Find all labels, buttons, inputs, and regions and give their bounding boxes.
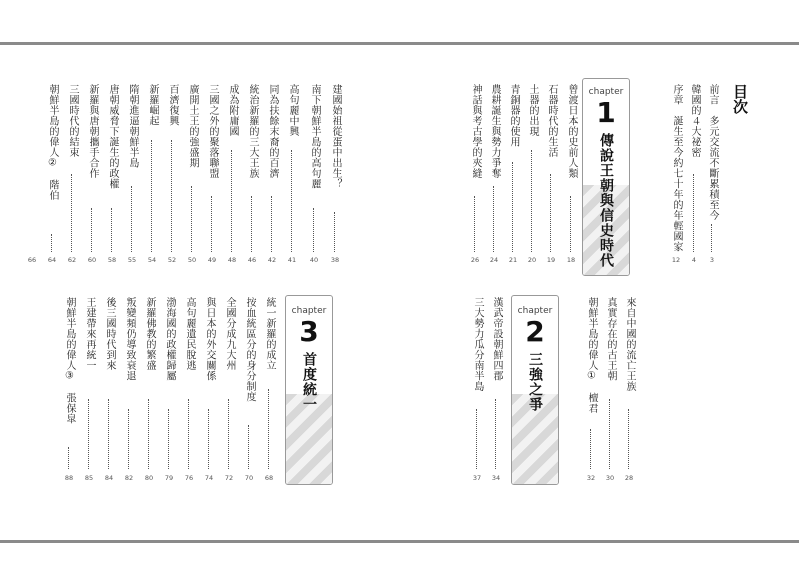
entry-title: 廣開土王的強盛期 (187, 84, 198, 168)
dot-leader (711, 224, 712, 252)
toc-entry (86, 84, 98, 272)
entry-title: 唐朝威脅下誕生的政權 (107, 84, 118, 189)
entry-page: 74 (204, 474, 214, 482)
entry-page: 52 (167, 256, 177, 264)
chapter-number: 2 (525, 315, 545, 348)
dot-leader (188, 399, 189, 469)
entry-title: 南下朝鮮半島的高句麗 (309, 84, 320, 189)
dot-leader (148, 399, 149, 469)
entry-page: 20 (527, 256, 537, 264)
chapter-title: 傳說王朝與信史時代 (598, 133, 614, 268)
entry-title: 新羅佛教的繁盛 (144, 297, 155, 371)
entry-page: 62 (67, 256, 77, 264)
chapter-title: 首度統一 (301, 352, 317, 412)
entry-page: 49 (207, 256, 217, 264)
toc-entry (490, 297, 502, 485)
entry-page: 12 (671, 256, 681, 264)
entry-page: 32 (586, 474, 596, 482)
toc-entry (103, 297, 115, 485)
dot-leader (71, 174, 72, 252)
toc-entry (469, 84, 481, 272)
toc-entry (604, 297, 616, 485)
entry-page: 30 (605, 474, 615, 482)
entry-title: 朝鮮半島的偉人② 階伯 (47, 84, 58, 201)
entry-page: 48 (227, 256, 237, 264)
entry-page: 84 (104, 474, 114, 482)
toc-entry (186, 84, 198, 272)
dot-leader (168, 409, 169, 469)
entry-title: 真實存在的古王朝 (605, 297, 616, 381)
entry-page: 60 (87, 256, 97, 264)
toc-entry (206, 84, 218, 272)
entry-page: 76 (184, 474, 194, 482)
toc-entry (688, 84, 700, 272)
dot-leader (248, 425, 249, 469)
entry-page: 19 (546, 256, 556, 264)
toc-entry (183, 297, 195, 485)
entry-page: 37 (472, 474, 482, 482)
toc-entry (488, 84, 500, 272)
dot-leader (251, 196, 252, 252)
entry-title: 全國分成九大州 (224, 297, 235, 371)
dot-leader (268, 389, 269, 469)
entry-page: 3 (709, 256, 715, 264)
toc-entry (623, 297, 635, 485)
dot-leader (128, 409, 129, 469)
entry-title: 三國時代的結束 (67, 84, 78, 158)
entry-page: 80 (144, 474, 154, 482)
dot-leader (271, 196, 272, 252)
entry-page: 82 (124, 474, 134, 482)
dot-leader (512, 162, 513, 252)
entry-title: 渤海國的政權歸屬 (164, 297, 175, 381)
dot-leader (474, 196, 475, 252)
chapter-number: 1 (596, 96, 616, 129)
toc-entry (670, 84, 682, 272)
toc-entry (143, 297, 155, 485)
toc-entry (526, 84, 538, 272)
entry-title: 與日本的外交關係 (204, 297, 215, 381)
entry-title: 石器時代的生活 (546, 84, 557, 158)
chapter-title: 三強之爭 (527, 352, 543, 412)
toc-entry (83, 297, 95, 485)
chapter-1-box (582, 78, 630, 276)
chapter-number: 3 (299, 315, 319, 348)
dot-leader (550, 174, 551, 252)
toc-entry (545, 84, 557, 272)
dot-leader (51, 234, 52, 252)
dot-leader (590, 429, 591, 469)
entry-title: 叛變頻仍導致衰退 (124, 297, 135, 381)
entry-page: 34 (491, 474, 501, 482)
entry-page: 54 (147, 256, 157, 264)
toc-entry (507, 84, 519, 272)
entry-page: 24 (489, 256, 499, 264)
entry-page: 4 (691, 256, 697, 264)
entry-title: 高句麗中興 (287, 84, 298, 137)
entry-title: 建國始祖從蛋中出生？ (330, 84, 341, 189)
entry-title: 後三國時代到來 (104, 297, 115, 371)
dot-leader (493, 186, 494, 252)
dot-leader (291, 150, 292, 252)
entry-title: 農耕誕生與勢力爭奪 (489, 84, 500, 179)
toc-entry (585, 297, 597, 485)
entry-title: 按血統區分的身分制度 (244, 297, 255, 402)
dot-leader (476, 409, 477, 469)
dot-leader (208, 409, 209, 469)
toc-entry (266, 84, 278, 272)
entry-title: 新羅崛起 (147, 84, 158, 126)
toc-entry (146, 84, 158, 272)
dot-leader (131, 186, 132, 252)
entry-page: 79 (164, 474, 174, 482)
entry-page: 72 (224, 474, 234, 482)
entry-page: 28 (624, 474, 634, 482)
chapter-2-box (511, 295, 559, 485)
toc-entry (286, 84, 298, 272)
entry-page: 85 (84, 474, 94, 482)
dot-leader (531, 150, 532, 252)
toc-entry (263, 297, 275, 485)
toc-entry (166, 84, 178, 272)
chapter-label: chapter (588, 87, 624, 97)
dot-leader (88, 399, 89, 469)
dot-leader (108, 399, 109, 469)
entry-title: 新羅與唐朝攜手合作 (87, 84, 98, 179)
entry-title: 統一新羅的成立 (264, 297, 275, 371)
dot-leader (151, 140, 152, 252)
entry-page: 64 (47, 256, 57, 264)
dot-leader (228, 399, 229, 469)
entry-title: 三國之外的聚落聯盟 (207, 84, 218, 179)
entry-title: 青銅器的使用 (508, 84, 519, 147)
bottom-rule (0, 540, 799, 543)
toc-entry (66, 84, 78, 272)
toc-entry (308, 84, 320, 272)
toc-entry (226, 84, 238, 272)
toc-entry (706, 84, 718, 272)
chapter-label: chapter (291, 306, 327, 316)
dot-leader (628, 409, 629, 469)
toc-entry (471, 297, 483, 485)
entry-title: 朝鮮半島的偉人① 檀君 (586, 297, 597, 414)
entry-page: 40 (309, 256, 319, 264)
entry-title: 隋朝進逼朝鮮半島 (127, 84, 138, 168)
toc-entry (163, 297, 175, 485)
entry-title: 高句麗遺民脫逃 (184, 297, 195, 371)
entry-title: 百濟復興 (167, 84, 178, 126)
dot-leader (570, 196, 571, 252)
toc-entry (246, 84, 258, 272)
top-rule (0, 42, 799, 45)
dot-leader (91, 208, 92, 252)
entry-page: 38 (330, 256, 340, 264)
chapter-3-box (285, 295, 333, 485)
entry-title: 朝鮮半島的偉人③ 張保皐 (64, 297, 75, 424)
entry-title: 漢武帝設朝鮮四郡 (491, 297, 502, 381)
entry-title: 韓國的４大祕密 (689, 84, 700, 158)
entry-page: 58 (107, 256, 117, 264)
dot-leader (609, 399, 610, 469)
chapter-label: chapter (517, 306, 553, 316)
entry-title: 統治新羅的三大王族 (247, 84, 258, 179)
entry-title: 成為附庸國 (227, 84, 238, 137)
dot-leader (68, 447, 69, 469)
entry-page: 68 (264, 474, 274, 482)
entry-title: 來自中國的流亡王族 (624, 297, 635, 392)
dot-leader (334, 212, 335, 252)
entry-page: 55 (127, 256, 137, 264)
dot-leader (313, 208, 314, 252)
toc-entry (565, 84, 577, 272)
toc-entry (46, 84, 58, 272)
dot-leader (171, 140, 172, 252)
toc-entry (329, 84, 341, 272)
dot-leader (495, 399, 496, 469)
entry-title: 同為扶餘末裔的百濟 (267, 84, 278, 179)
toc-entry (243, 297, 255, 485)
entry-page: 46 (247, 256, 257, 264)
dot-leader (211, 196, 212, 252)
toc-entry (126, 84, 138, 272)
dot-leader (191, 186, 192, 252)
entry-title: 前言 多元交流不斷累積至今 (707, 84, 718, 221)
entry-page: 88 (64, 474, 74, 482)
entry-title: 王建帶來再統一 (84, 297, 95, 371)
entry-page: 70 (244, 474, 254, 482)
entry-page: 18 (566, 256, 576, 264)
entry-title: 土器的出現 (527, 84, 538, 137)
dot-leader (111, 208, 112, 252)
toc-entry (63, 297, 75, 485)
toc-title: 目次 (731, 84, 749, 114)
toc-entry (203, 297, 215, 485)
entry-title: 神話與考古學的夾縫 (470, 84, 481, 179)
entry-title: 三大勢力瓜分南半島 (472, 297, 483, 392)
dot-leader (231, 150, 232, 252)
toc-entry (106, 84, 118, 272)
entry-page: 26 (470, 256, 480, 264)
entry-title: 曾渡日本的史前人類 (566, 84, 577, 179)
entry-page: 66 (27, 256, 37, 264)
entry-page: 42 (267, 256, 277, 264)
entry-title: 序章 誕生至今約七十年的年輕國家 (671, 84, 682, 252)
toc-entry (26, 84, 38, 272)
toc-entry (223, 297, 235, 485)
toc-entry (123, 297, 135, 485)
entry-page: 21 (508, 256, 518, 264)
dot-leader (693, 174, 694, 252)
entry-page: 50 (187, 256, 197, 264)
entry-page: 41 (287, 256, 297, 264)
